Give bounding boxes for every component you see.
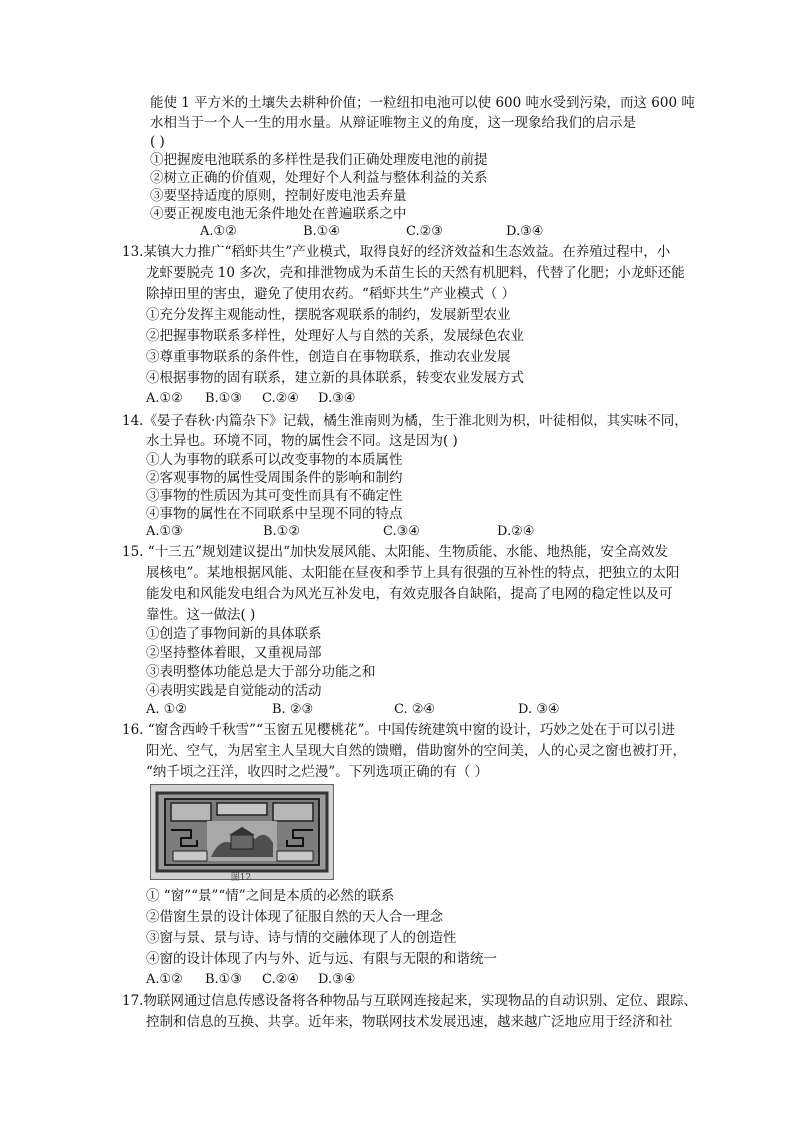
q13-option-d: D.③④ bbox=[318, 391, 356, 406]
q15-text-line-3: 能发电和风能发电组合为风光互补发电，有效克服各自缺陷，提高了电网的稳定性以及可 bbox=[146, 586, 673, 602]
q17-text-line-1: 17.物联网通过信息传感设备将各种物品与互联网连接起来，实现物品的自动识别、定位、跟踪、 bbox=[122, 993, 697, 1009]
q17-text-line-2: 控制和信息的互换、共享。近年来，物联网技术发展迅速，越来越广泛地应用于经济和社 bbox=[146, 1014, 673, 1030]
q14-option-b: B.①② bbox=[263, 524, 300, 539]
q15-option-a: A. ①② bbox=[146, 702, 187, 717]
q16-text-line-3: “纳千顷之汪洋，收四时之烂漫”。下列选项正确的有（ ） bbox=[146, 764, 489, 780]
q16-text-line-2: 阳光、空气，为居室主人呈现大自然的馈赠，借助窗外的空间美，人的心灵之窗也被打开， bbox=[146, 743, 686, 759]
q16-option-d: D.③④ bbox=[318, 972, 356, 987]
q16-statement-4: ④窗的设计体现了内与外、近与远、有限与无限的和谐统一 bbox=[146, 951, 497, 967]
q13-text-line-1: 13.某镇大力推广“稻虾共生”产业模式，取得良好的经济效益和生态效益。在养殖过程中，小 bbox=[122, 244, 671, 260]
q16-text-line-1: 16. “窗含西岭千秋雪”“玉窗五见樱桃花”。中国传统建筑中窗的设计，巧妙之处在于可以引进 bbox=[122, 722, 675, 738]
q15-option-b: B. ②③ bbox=[272, 702, 314, 717]
q13-text-line-2: 龙虾要脱壳 10 多次，壳和排泄物成为禾苗生长的天然有机肥料，代替了化肥；小龙虾还能 bbox=[146, 265, 685, 281]
q13-option-b: B.①③ bbox=[205, 391, 242, 406]
q13-statement-2: ②把握事物联系多样性，处理好人与自然的关系，发展绿色农业 bbox=[146, 328, 524, 344]
q14-statement-3: ③事物的性质因为其可变性而具有不确定性 bbox=[146, 488, 403, 504]
q16-statement-2: ②借窗生景的设计体现了征服自然的天人合一理念 bbox=[146, 909, 443, 925]
q15-text-line-1: 15. “十三五”规划建议提出“加快发展风能、太阳能、生物质能、水能、地热能，安全高效发 bbox=[122, 544, 668, 560]
q13-option-c: C.②④ bbox=[262, 391, 299, 406]
q14-statement-2: ②客观事物的属性受周围条件的影响和制约 bbox=[146, 470, 403, 486]
q13-statement-3: ③尊重事物联系的条件性，创造自在事物联系，推动农业发展 bbox=[146, 349, 511, 365]
q12-option-c: C.②③ bbox=[406, 224, 443, 239]
q15-option-c: C. ②④ bbox=[394, 702, 436, 717]
q13-statement-1: ①充分发挥主观能动性，摆脱客观联系的制约，发展新型农业 bbox=[146, 307, 511, 323]
q14-option-c: C.③④ bbox=[383, 524, 420, 539]
q14-statement-1: ①人为事物的联系可以改变事物的本质属性 bbox=[146, 452, 403, 468]
q16-option-b: B.①③ bbox=[205, 972, 242, 987]
q12-statement-4: ④要正视废电池无条件地处在普遍联系之中 bbox=[150, 206, 407, 222]
q12-option-a: A.①② bbox=[200, 224, 237, 239]
q15-statement-1: ①创造了事物间新的具体联系 bbox=[146, 626, 322, 642]
window-illustration bbox=[151, 785, 333, 883]
q15-statement-3: ③表明整体功能总是大于部分功能之和 bbox=[146, 664, 376, 680]
q12-option-d: D.③④ bbox=[506, 224, 544, 239]
q16-option-c: C.②④ bbox=[262, 972, 299, 987]
q14-option-d: D.②④ bbox=[497, 524, 535, 539]
q16-statement-1: ① “窗”“景”“情”之间是本质的必然的联系 bbox=[146, 888, 395, 904]
q15-text-line-4: 靠性。这一做法( ) bbox=[146, 607, 256, 623]
q15-statement-4: ④表明实践是自觉能动的活动 bbox=[146, 683, 322, 699]
q14-text-line-1: 14.《晏子春秋·内篇杂下》记载，橘生淮南则为橘，生于淮北则为枳，叶徒相似，其实味不同， bbox=[122, 413, 688, 429]
q16-statement-3: ③窗与景、景与诗、诗与情的交融体现了人的创造性 bbox=[146, 930, 457, 946]
q12-text-line-1: 能使 1 平方米的土壤失去耕种价值；一粒纽扣电池可以使 600 吨水受到污染，而这 600 吨 bbox=[150, 95, 695, 111]
q14-option-a: A.①③ bbox=[146, 524, 183, 539]
q14-statement-4: ④事物的属性在不同联系中呈现不同的特点 bbox=[146, 506, 403, 522]
q15-option-d: D. ③④ bbox=[518, 702, 560, 717]
q13-text-line-3: 除掉田里的害虫，避免了使用农药。“稻虾共生”产业模式（ ） bbox=[146, 286, 516, 302]
window-photo bbox=[150, 784, 334, 883]
q12-statement-1: ①把握废电池联系的多样性是我们正确处理废电池的前提 bbox=[150, 152, 488, 168]
q12-option-b: B.①④ bbox=[303, 224, 340, 239]
q13-statement-4: ④根据事物的固有联系，建立新的具体联系，转变农业发展方式 bbox=[146, 370, 524, 386]
q12-answer-bracket: ( ) bbox=[150, 134, 165, 150]
figure-caption: 图12 bbox=[230, 873, 252, 883]
q15-statement-2: ②坚持整体着眼，又重视局部 bbox=[146, 645, 322, 661]
q13-option-a: A.①② bbox=[146, 391, 183, 406]
q16-option-a: A.①② bbox=[146, 972, 183, 987]
q12-text-line-2: 水相当于一个人一生的用水量。从辩证唯物主义的角度，这一现象给我们的启示是 bbox=[150, 115, 636, 131]
q12-statement-3: ③要坚持适度的原则，控制好废电池丢弃量 bbox=[150, 188, 407, 204]
q14-text-line-2: 水土异也。环境不同，物的属性会不同。这是因为( ) bbox=[146, 433, 458, 449]
q12-statement-2: ②树立正确的价值观，处理好个人利益与整体利益的关系 bbox=[150, 170, 488, 186]
q15-text-line-2: 展核电”。某地根据风能、太阳能在昼夜和季节上具有很强的互补性的特点，把独立的太阳 bbox=[146, 565, 680, 581]
